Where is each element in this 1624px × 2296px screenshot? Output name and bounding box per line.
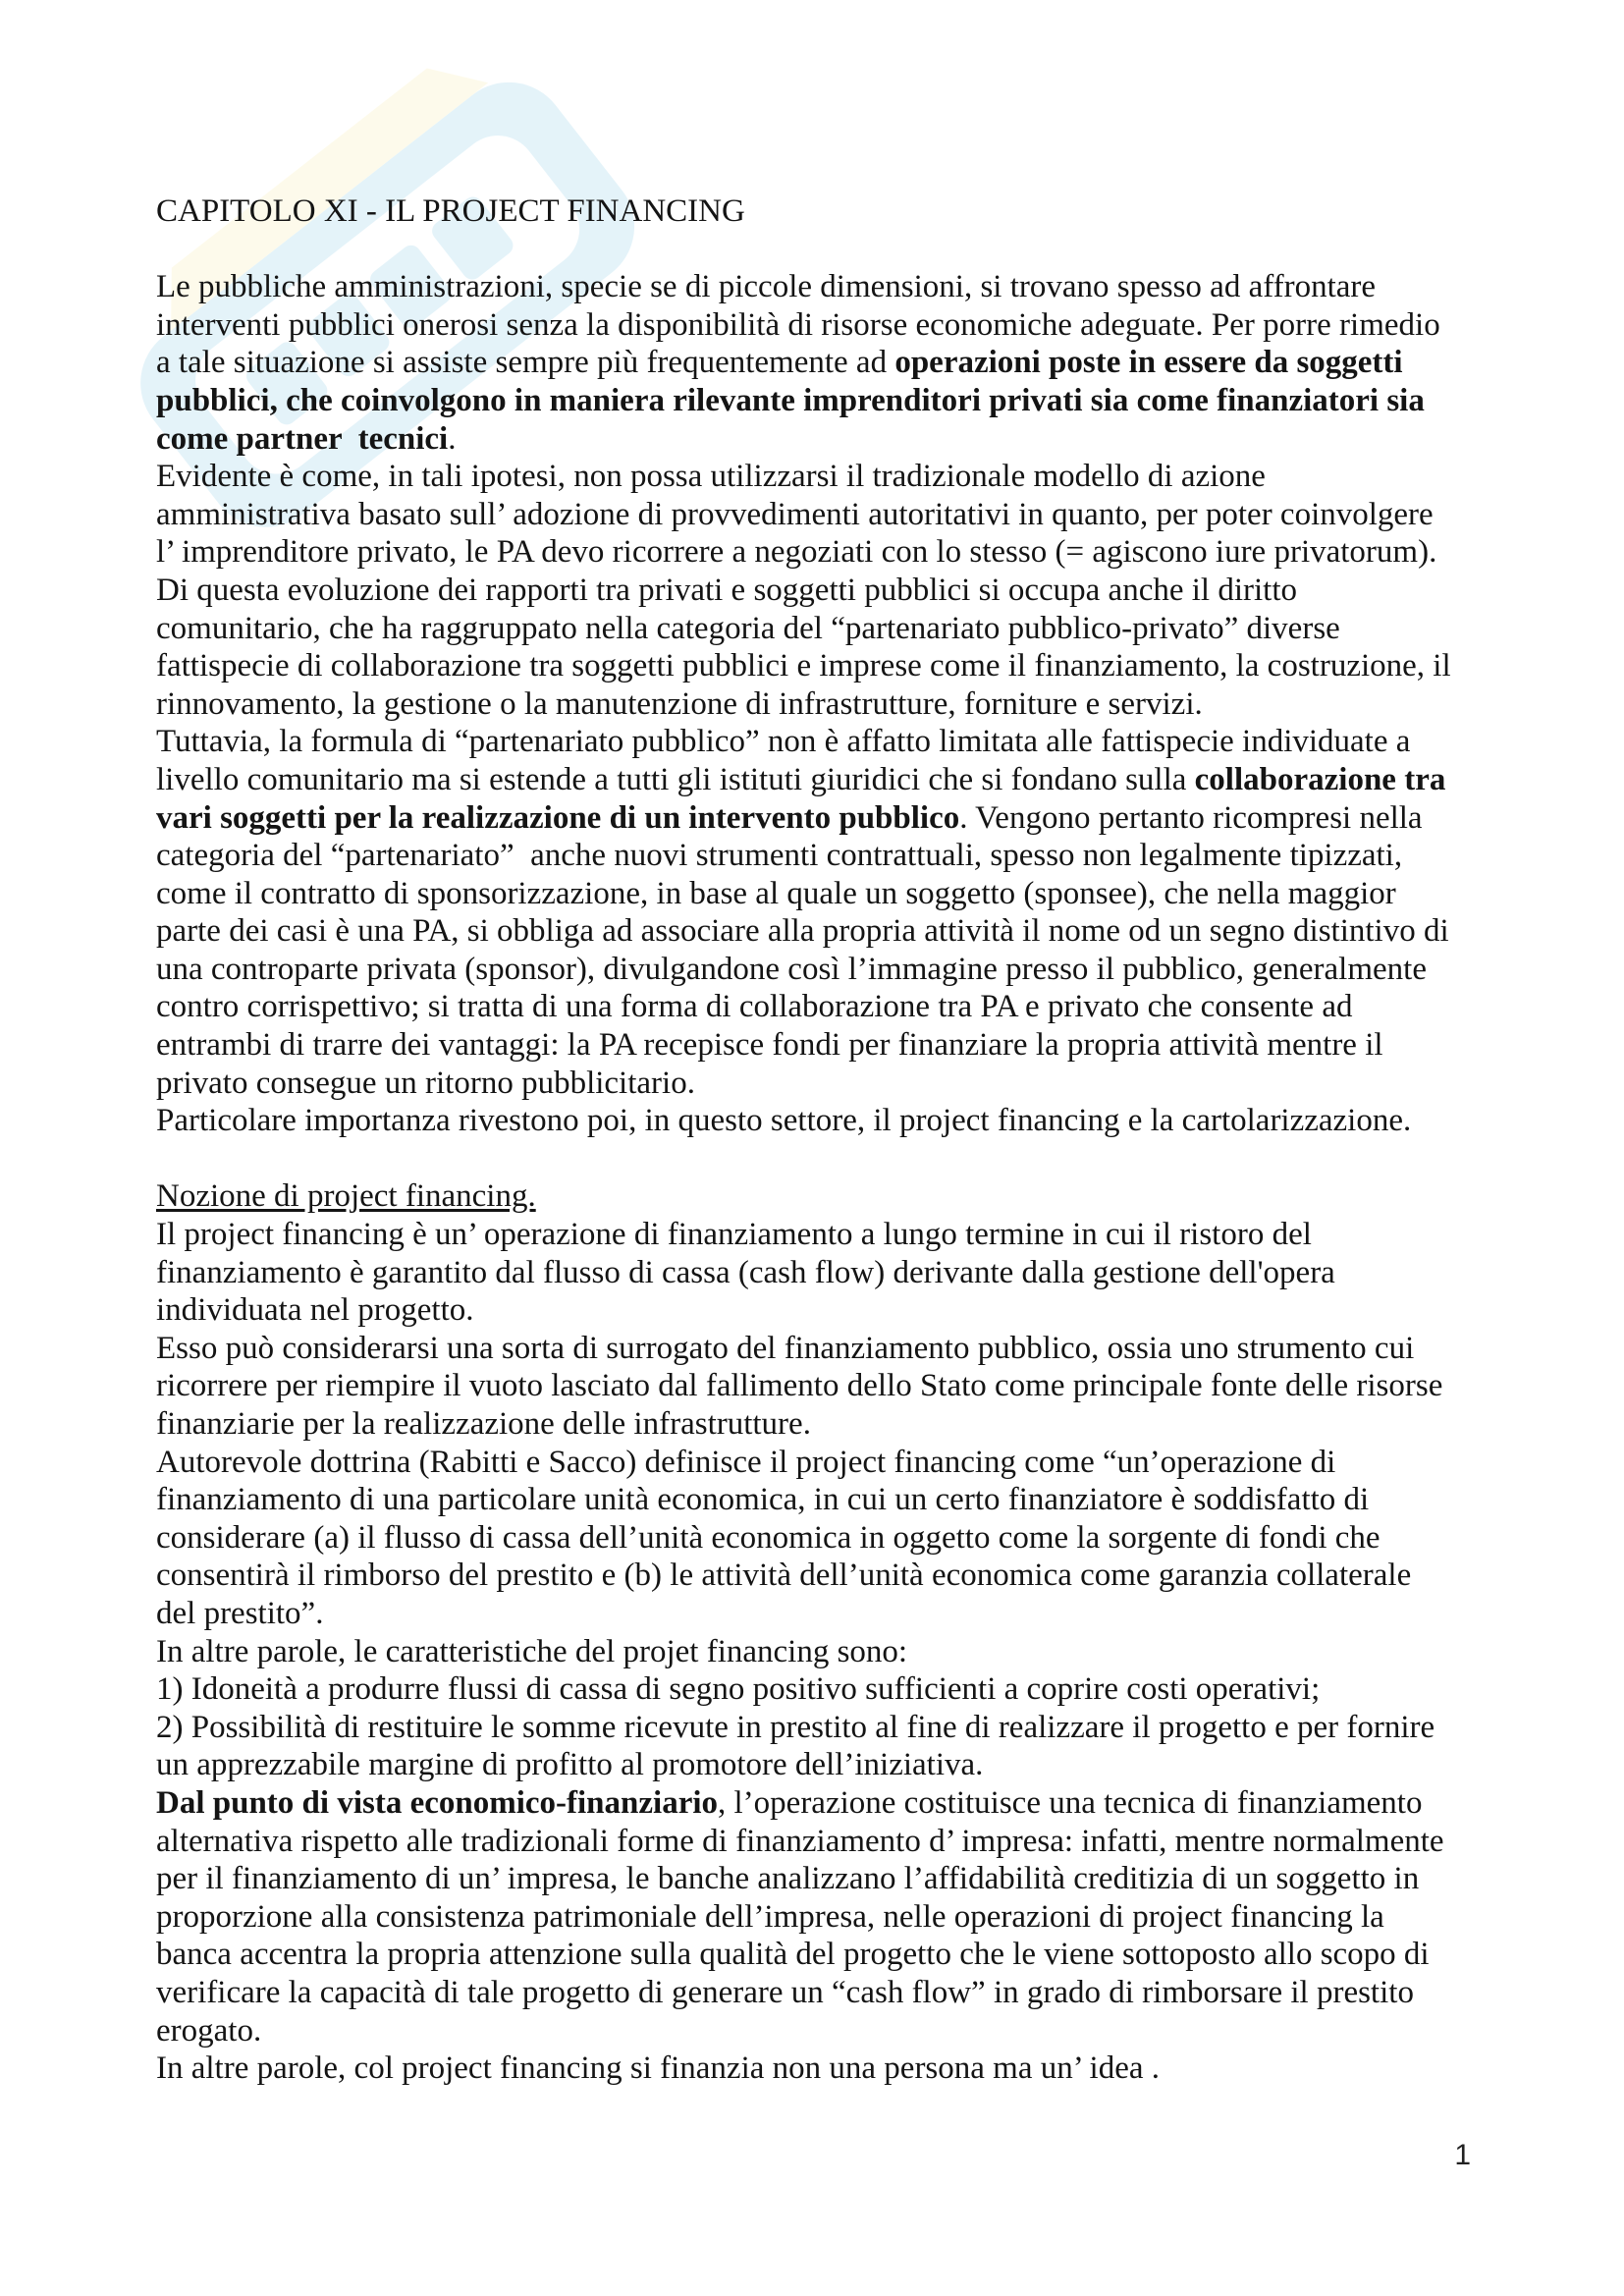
text-segment: contro corrispettivo; si tratta di una forma di collaborazione tra PA e privato che consente ad	[156, 989, 1353, 1025]
text-segment: 2) Possibilità di restituire le somme ricevute in prestito al fine di realizzare il progetto e per fornire	[156, 1709, 1435, 1745]
text-line	[156, 2050, 1477, 2088]
text-segment: amministrativa basato sull’ adozione di provvedimenti autoritativi in quanto, per poter coinvolgere	[156, 496, 1434, 532]
text-segment: comunitario, che ha raggruppato nella categoria del “partenariato pubblico-privato” diverse	[156, 610, 1340, 646]
text-segment: finanziarie per la realizzazione delle infrastrutture.	[156, 1406, 811, 1442]
text-segment: Le pubbliche amministrazioni, specie se di piccole dimensioni, si trovano spesso ad affrontare	[156, 269, 1377, 305]
text-segment: individuata nel progetto.	[156, 1292, 474, 1329]
text-segment: consentirà il rimborso del prestito e (b) le attività dell’unità economica come garanzia collaterale	[156, 1558, 1412, 1594]
text-segment: Autorevole dottrina (Rabitti e Sacco) definisce il project financing come “un’operazione di	[156, 1444, 1336, 1480]
text-line	[156, 496, 1477, 534]
text-segment: del prestito”.	[156, 1595, 324, 1631]
bold-text: operazioni poste in essere da soggetti	[894, 345, 1403, 381]
text-line	[156, 382, 1477, 420]
text-segment: per il finanziamento di un’ impresa, le banche analizzano l’affidabilità creditizia di un soggetto in	[156, 1861, 1420, 1897]
text-line	[156, 1254, 1477, 1292]
text-segment: Tuttavia, la formula di “partenariato pubblico” non è affatto limitata alle fattispecie individuate a	[156, 724, 1411, 760]
text-line	[156, 344, 1477, 382]
text-line	[156, 837, 1477, 875]
text-line	[156, 1633, 1477, 1671]
text-line	[156, 1823, 1477, 1861]
text-line	[156, 1898, 1477, 1937]
text-line	[156, 1065, 1477, 1103]
text-segment: finanziamento di una particolare unità economica, in cui un certo finanziatore è soddisfatto di	[156, 1482, 1370, 1518]
text-line	[156, 723, 1477, 761]
text-segment: In altre parole, col project financing si finanzia non una persona ma un’ idea .	[156, 2050, 1160, 2087]
text-line	[156, 306, 1477, 345]
text-segment: Evidente è come, in tali ipotesi, non possa utilizzarsi il tradizionale modello di azione	[156, 459, 1266, 495]
text-line	[156, 1177, 1477, 1216]
text-line	[156, 1557, 1477, 1595]
text-segment: Particolare importanza rivestono poi, in questo settore, il project financing e la cartolarizzazione.	[156, 1103, 1412, 1139]
text-line	[156, 988, 1477, 1026]
text-line	[156, 1026, 1477, 1065]
text-segment: Il project financing è un’ operazione di finanziamento a lungo termine in cui il ristoro del	[156, 1217, 1312, 1253]
text-line	[156, 1709, 1477, 1747]
text-segment: a tale situazione si assiste sempre più frequentemente ad	[156, 345, 895, 381]
text-segment: categoria del “partenariato” anche nuovi strumenti contrattuali, spesso non legalmente tipizzati,	[156, 838, 1403, 874]
text-line	[156, 610, 1477, 648]
text-segment: banca accentra la propria attenzione sulla qualità del progetto che le viene sottoposto allo scopo di	[156, 1937, 1430, 1973]
text-line	[156, 1519, 1477, 1558]
bold-text: pubblici, che coinvolgono in maniera rilevante imprenditori privati sia come finanziatori sia	[156, 382, 1425, 418]
text-segment: entrambi di trarre dei vantaggi: la PA recepisce fondi per finanziare la propria attività mentre il	[156, 1027, 1383, 1064]
text-line	[156, 1367, 1477, 1405]
section-heading: Nozione di project financing.	[156, 1178, 536, 1215]
text-line	[156, 1481, 1477, 1519]
text-segment: 1) Idoneità a produrre flussi di cassa di segno positivo sufficienti a coprire costi operativi;	[156, 1671, 1321, 1708]
text-segment: come il contratto di sponsorizzazione, in base al quale un soggetto (sponsee), che nella maggior	[156, 875, 1396, 911]
text-line	[156, 1670, 1477, 1709]
text-line	[156, 1936, 1477, 1974]
chapter-title: CAPITOLO XI - IL PROJECT FINANCING	[156, 193, 745, 229]
text-line	[156, 912, 1477, 951]
text-line	[156, 1974, 1477, 2012]
text-segment: un apprezzabile margine di profitto al promotore dell’iniziativa.	[156, 1747, 984, 1783]
page-number: 1	[1454, 2139, 1471, 2171]
text-segment: .	[448, 420, 457, 457]
text-segment: Di questa evoluzione dei rapporti tra privati e soggetti pubblici si occupa anche il diritto	[156, 572, 1297, 608]
text-line	[156, 458, 1477, 496]
text-segment: Esso può considerarsi una sorta di surrogato del finanziamento pubblico, ossia uno strumento cui	[156, 1330, 1415, 1366]
text-segment: proporzione alla consistenza patrimoniale dell’impresa, nelle operazioni di project financing la	[156, 1898, 1384, 1935]
text-line	[156, 1102, 1477, 1140]
text-segment: parte dei casi è una PA, si obbliga ad associare alla propria attività il nome od un segno distintivo di	[156, 913, 1449, 950]
text-line	[156, 268, 1477, 306]
text-segment: . Vengono pertanto ricompresi nella	[959, 799, 1423, 836]
text-line	[156, 799, 1477, 838]
text-line	[156, 1746, 1477, 1784]
body-text	[156, 268, 1477, 2088]
text-line	[156, 1860, 1477, 1898]
text-segment: privato consegue un ritorno pubblicitario.	[156, 1065, 695, 1101]
text-line	[156, 685, 1477, 724]
text-line	[156, 1216, 1477, 1254]
text-segment: erogato.	[156, 2012, 262, 2049]
blank-line	[156, 1140, 1477, 1178]
bold-text: vari soggetti per la realizzazione di un intervento pubblico	[156, 799, 960, 836]
text-segment: finanziamento è garantito dal flusso di cassa (cash flow) derivante dalla gestione dell'opera	[156, 1254, 1335, 1290]
text-segment: l’ imprenditore privato, le PA devo ricorrere a negoziati con lo stesso (= agiscono iure privatorum).	[156, 534, 1437, 571]
bold-text: Dal punto di vista economico-finanziario	[156, 1784, 719, 1821]
text-line	[156, 1291, 1477, 1330]
text-line	[156, 533, 1477, 572]
text-segment: ricorrere per riempire il vuoto lasciato dal fallimento dello Stato come principale fonte delle risorse	[156, 1368, 1443, 1404]
text-segment: rinnovamento, la gestione o la manutenzione di infrastrutture, forniture e servizi.	[156, 685, 1203, 722]
text-line	[156, 1330, 1477, 1368]
text-segment: livello comunitario ma si estende a tutti gli istituti giuridici che si fondano sulla	[156, 761, 1195, 797]
text-line	[156, 1444, 1477, 1482]
text-line	[156, 1784, 1477, 1823]
text-line	[156, 2012, 1477, 2050]
text-segment: verificare la capacità di tale progetto di generare un “cash flow” in grado di rimborsare il prestito	[156, 1974, 1414, 2010]
bold-text: come partner tecnici	[156, 420, 449, 457]
text-line	[156, 951, 1477, 989]
text-segment: interventi pubblici onerosi senza la disponibilità di risorse economiche adeguate. Per porre rimedio	[156, 306, 1440, 343]
text-line	[156, 1595, 1477, 1633]
text-line	[156, 647, 1477, 685]
text-segment: considerare (a) il flusso di cassa dell’unità economica in oggetto come la sorgente di fondi che	[156, 1519, 1380, 1556]
text-segment: fattispecie di collaborazione tra soggetti pubblici e imprese come il finanziamento, la costruzione, il	[156, 648, 1451, 684]
text-segment: una controparte privata (sponsor), divulgandone così l’immagine presso il pubblico, generalmente	[156, 951, 1427, 987]
text-line	[156, 875, 1477, 913]
text-line	[156, 572, 1477, 610]
text-line	[156, 761, 1477, 799]
bold-text: collaborazione tra	[1194, 761, 1446, 797]
text-segment: In altre parole, le caratteristiche del projet financing sono:	[156, 1633, 908, 1669]
text-line	[156, 420, 1477, 459]
text-segment: alternativa rispetto alle tradizionali forme di finanziamento d’ impresa: infatti, mentre normalmente	[156, 1823, 1444, 1859]
text-segment: , l’operazione costituisce una tecnica di finanziamento	[718, 1784, 1423, 1821]
text-line	[156, 1405, 1477, 1444]
